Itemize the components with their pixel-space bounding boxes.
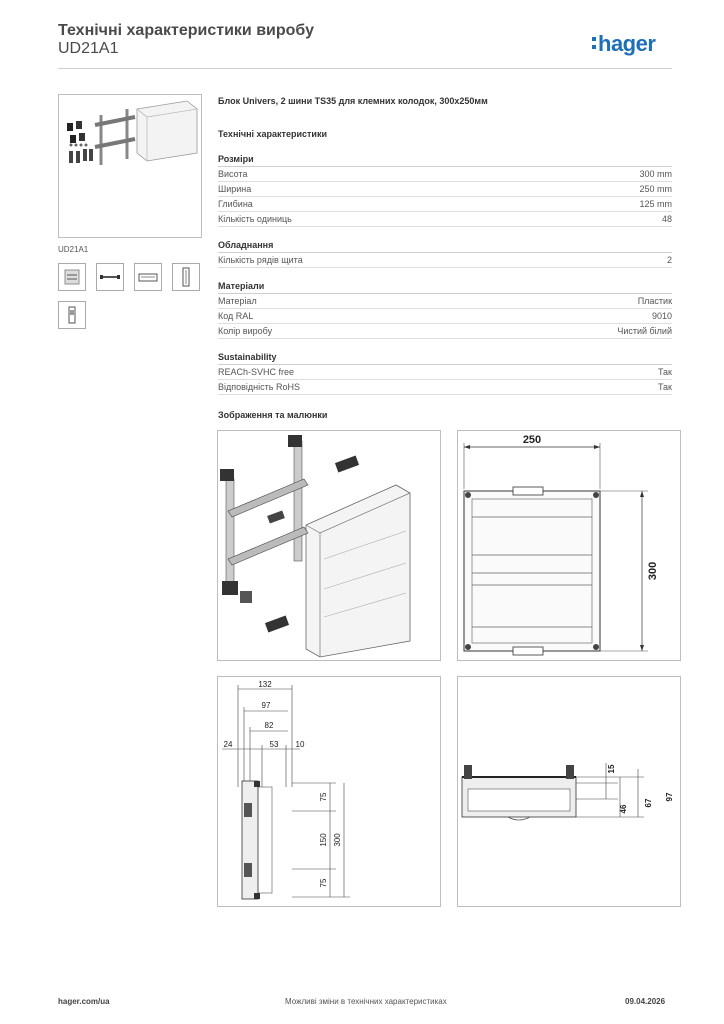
section-equipment (218, 240, 672, 268)
side-dimension-drawing (217, 676, 441, 907)
spec-row (218, 380, 672, 395)
spec-value: 300 mm (639, 169, 672, 179)
dim-300: 300 (333, 833, 342, 847)
spec-row (218, 309, 672, 324)
dim-53: 53 (269, 740, 279, 749)
spec-row (218, 197, 672, 212)
spec-row (218, 253, 672, 268)
spec-label: Глибина (218, 199, 253, 209)
images-title: Зображення та малюнки (218, 410, 328, 420)
dim-97: 97 (665, 792, 674, 802)
product-caption: UD21A1 (58, 245, 89, 254)
footer-site[interactable]: hager.com/ua (58, 997, 110, 1006)
spec-label: Ширина (218, 184, 252, 194)
dim-width: 250 (522, 434, 542, 446)
dim-75-top: 75 (319, 792, 328, 802)
section-dimensions (218, 154, 672, 227)
section-title: Матеріали (218, 281, 672, 294)
spec-label: Кількість рядів щита (218, 255, 303, 265)
thumbnail-5[interactable] (58, 301, 86, 329)
hager-logo: hager (592, 31, 655, 57)
dim-67: 67 (644, 798, 653, 808)
section-sustainability (218, 352, 672, 395)
dim-82: 82 (264, 721, 274, 730)
product-description: Блок Univers, 2 шини TS35 для клемних колодок, 300x250мм (218, 96, 488, 106)
thumbnail-1[interactable] (58, 263, 86, 291)
header-divider (58, 68, 672, 69)
product-image (58, 94, 202, 238)
dim-75-bottom: 75 (319, 878, 328, 888)
spec-value: 125 mm (639, 199, 672, 209)
spec-label: Матеріал (218, 296, 257, 306)
thumbnail-2[interactable] (96, 263, 124, 291)
spec-label: Висота (218, 169, 248, 179)
spec-table (218, 96, 672, 408)
spec-label: Код RAL (218, 311, 254, 321)
spec-row (218, 294, 672, 309)
spec-label: Відповідність RoHS (218, 382, 300, 392)
dim-10: 10 (295, 740, 305, 749)
spec-value: 9010 (651, 311, 672, 321)
spec-value: 2 (666, 255, 672, 265)
spec-value: 250 mm (639, 184, 672, 194)
thumbnail-3[interactable] (134, 263, 162, 291)
dim-height: 300 (647, 561, 659, 581)
exploded-view-drawing (217, 430, 441, 661)
spec-label: Колір виробу (218, 326, 273, 336)
dim-24: 24 (223, 740, 233, 749)
spec-value: 48 (661, 214, 672, 224)
thumbnail-4[interactable] (172, 263, 200, 291)
dim-150: 150 (319, 833, 328, 847)
footer-note: Можливі зміни в технічних характеристиках (285, 997, 447, 1006)
spec-value: Пластик (637, 296, 672, 306)
top-dimension-drawing (457, 676, 681, 907)
dim-97: 97 (261, 701, 271, 710)
footer-date: 09.04.2026 (625, 997, 666, 1006)
spec-row (218, 365, 672, 380)
spec-value: Чистий білий (617, 326, 672, 336)
section-title: Розміри (218, 154, 672, 167)
spec-row (218, 324, 672, 339)
front-dimension-drawing (457, 430, 681, 661)
dim-15: 15 (607, 764, 616, 774)
spec-title: Технічні характеристики (218, 129, 327, 139)
spec-row (218, 212, 672, 227)
dim-46: 46 (619, 804, 628, 814)
section-title: Обладнання (218, 240, 672, 253)
page-title: Технічні характеристики виробу (58, 22, 314, 39)
spec-label: REACh-SVHC free (218, 367, 295, 377)
section-materials (218, 281, 672, 339)
spec-label: Кількість одиниць (218, 214, 292, 224)
spec-row (218, 167, 672, 182)
spec-row (218, 182, 672, 197)
spec-value: Так (657, 367, 672, 377)
spec-value: Так (657, 382, 672, 392)
product-code: UD21A1 (58, 40, 119, 57)
dim-132: 132 (258, 680, 272, 689)
section-title: Sustainability (218, 352, 672, 365)
